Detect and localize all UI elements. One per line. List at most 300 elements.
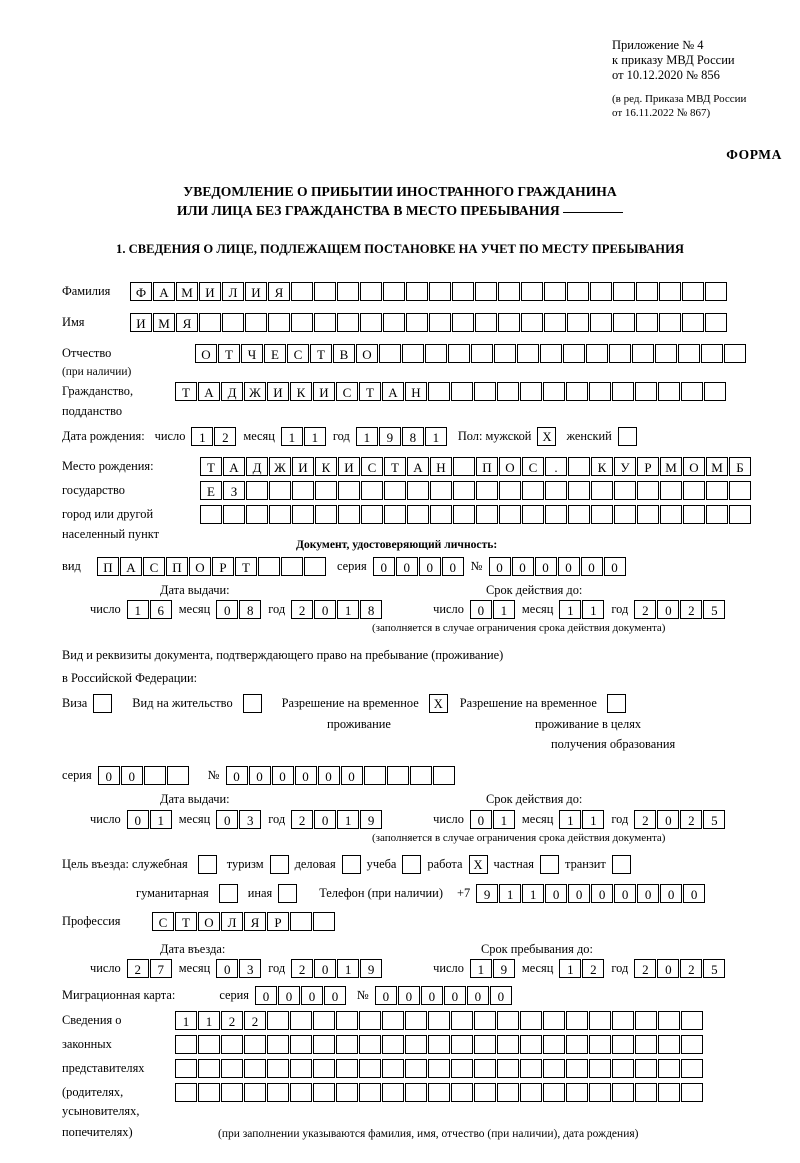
form-cell[interactable] (290, 1035, 312, 1054)
form-cell[interactable]: 0 (470, 600, 492, 619)
purpose-official-checkbox[interactable] (198, 855, 217, 874)
form-cell[interactable] (635, 1059, 657, 1078)
form-cell[interactable] (521, 313, 543, 332)
form-cell[interactable]: И (292, 457, 314, 476)
form-cell[interactable] (244, 1059, 266, 1078)
form-cell[interactable]: 0 (375, 986, 397, 1005)
form-cell[interactable] (246, 481, 268, 500)
entry-year-cells[interactable] (291, 959, 383, 978)
form-cell[interactable] (586, 344, 608, 363)
form-cell[interactable]: 0 (314, 600, 336, 619)
form-cell[interactable]: 0 (121, 766, 143, 785)
form-cell[interactable] (590, 313, 612, 332)
form-cell[interactable] (405, 1035, 427, 1054)
form-cell[interactable] (428, 382, 450, 401)
form-cell[interactable] (269, 505, 291, 524)
doc-issue-year-cells[interactable] (291, 600, 383, 619)
form-cell[interactable] (315, 505, 337, 524)
form-cell[interactable] (405, 1059, 427, 1078)
form-cell[interactable]: 1 (175, 1011, 197, 1030)
form-cell[interactable] (175, 1059, 197, 1078)
form-cell[interactable]: 0 (467, 986, 489, 1005)
form-cell[interactable]: 0 (581, 557, 603, 576)
form-cell[interactable]: 2 (582, 959, 604, 978)
form-cell[interactable] (360, 313, 382, 332)
form-cell[interactable]: К (315, 457, 337, 476)
form-cell[interactable] (658, 1035, 680, 1054)
form-cell[interactable] (612, 1059, 634, 1078)
name-cells[interactable] (130, 313, 728, 332)
form-cell[interactable] (315, 481, 337, 500)
form-cell[interactable] (222, 313, 244, 332)
form-cell[interactable]: И (245, 282, 267, 301)
form-cell[interactable] (498, 313, 520, 332)
form-cell[interactable] (701, 344, 723, 363)
form-cell[interactable]: Т (175, 382, 197, 401)
form-cell[interactable]: 8 (402, 427, 424, 446)
form-cell[interactable] (267, 1011, 289, 1030)
form-cell[interactable] (543, 1011, 565, 1030)
form-cell[interactable]: 5 (703, 959, 725, 978)
form-cell[interactable] (612, 382, 634, 401)
form-cell[interactable]: 0 (512, 557, 534, 576)
form-cell[interactable] (290, 912, 312, 931)
form-cell[interactable] (705, 282, 727, 301)
form-cell[interactable] (313, 1083, 335, 1102)
form-cell[interactable]: 1 (337, 600, 359, 619)
form-cell[interactable]: И (338, 457, 360, 476)
form-cell[interactable]: 1 (493, 810, 515, 829)
form-cell[interactable] (429, 313, 451, 332)
form-cell[interactable] (223, 505, 245, 524)
form-cell[interactable]: 0 (216, 600, 238, 619)
form-cell[interactable] (660, 505, 682, 524)
form-cell[interactable]: О (198, 912, 220, 931)
form-cell[interactable] (429, 282, 451, 301)
form-cell[interactable] (705, 313, 727, 332)
purpose-work-checkbox[interactable]: Х (469, 855, 488, 874)
form-cell[interactable]: 0 (314, 810, 336, 829)
doc-kind-cells[interactable] (97, 557, 327, 576)
form-cell[interactable]: П (476, 457, 498, 476)
form-cell[interactable]: 1 (281, 427, 303, 446)
form-cell[interactable] (655, 344, 677, 363)
form-cell[interactable]: 2 (244, 1011, 266, 1030)
form-cell[interactable]: 9 (360, 959, 382, 978)
form-cell[interactable]: 0 (637, 884, 659, 903)
birth-year-cells[interactable] (356, 427, 448, 446)
stay-series-cells[interactable] (98, 766, 190, 785)
form-cell[interactable]: М (153, 313, 175, 332)
form-cell[interactable]: О (683, 457, 705, 476)
form-cell[interactable] (244, 1083, 266, 1102)
form-cell[interactable]: 0 (249, 766, 271, 785)
form-cell[interactable]: 2 (634, 600, 656, 619)
form-cell[interactable]: 2 (634, 810, 656, 829)
form-cell[interactable] (568, 481, 590, 500)
form-cell[interactable] (497, 1083, 519, 1102)
form-cell[interactable] (175, 1083, 197, 1102)
form-cell[interactable] (568, 457, 590, 476)
form-cell[interactable] (336, 1035, 358, 1054)
form-cell[interactable]: Л (222, 282, 244, 301)
stay-valid-year-cells[interactable] (634, 810, 726, 829)
form-cell[interactable] (589, 1083, 611, 1102)
form-cell[interactable]: 2 (291, 959, 313, 978)
form-cell[interactable] (543, 1083, 565, 1102)
form-cell[interactable] (544, 282, 566, 301)
form-cell[interactable]: 2 (221, 1011, 243, 1030)
form-cell[interactable]: 5 (703, 810, 725, 829)
form-cell[interactable] (660, 481, 682, 500)
form-cell[interactable] (384, 481, 406, 500)
form-cell[interactable] (221, 1083, 243, 1102)
form-cell[interactable] (590, 282, 612, 301)
form-cell[interactable] (637, 481, 659, 500)
stay-issue-day-cells[interactable] (127, 810, 173, 829)
form-cell[interactable]: И (267, 382, 289, 401)
form-cell[interactable] (520, 1011, 542, 1030)
form-cell[interactable]: К (290, 382, 312, 401)
form-cell[interactable]: 2 (291, 810, 313, 829)
form-cell[interactable]: 0 (98, 766, 120, 785)
form-cell[interactable] (635, 1083, 657, 1102)
form-cell[interactable]: 1 (493, 600, 515, 619)
form-cell[interactable] (453, 481, 475, 500)
form-cell[interactable] (724, 344, 746, 363)
form-cell[interactable] (313, 1035, 335, 1054)
form-cell[interactable]: 1 (356, 427, 378, 446)
form-cell[interactable] (430, 481, 452, 500)
form-cell[interactable] (499, 481, 521, 500)
form-cell[interactable]: К (591, 457, 613, 476)
form-cell[interactable] (681, 1011, 703, 1030)
form-cell[interactable] (428, 1083, 450, 1102)
form-cell[interactable] (636, 313, 658, 332)
doc-series-cells[interactable] (373, 557, 465, 576)
form-cell[interactable]: А (407, 457, 429, 476)
form-cell[interactable] (540, 344, 562, 363)
form-cell[interactable] (520, 1035, 542, 1054)
form-cell[interactable] (729, 481, 751, 500)
form-cell[interactable]: П (97, 557, 119, 576)
form-cell[interactable] (497, 1035, 519, 1054)
form-cell[interactable]: 2 (680, 810, 702, 829)
form-cell[interactable] (407, 505, 429, 524)
form-cell[interactable] (612, 1035, 634, 1054)
form-cell[interactable]: Е (200, 481, 222, 500)
form-cell[interactable]: 0 (127, 810, 149, 829)
form-cell[interactable] (383, 282, 405, 301)
form-cell[interactable] (681, 1083, 703, 1102)
form-cell[interactable] (451, 382, 473, 401)
form-cell[interactable]: 0 (545, 884, 567, 903)
form-cell[interactable]: О (195, 344, 217, 363)
form-cell[interactable]: 0 (318, 766, 340, 785)
form-cell[interactable] (659, 282, 681, 301)
stay-month-cells[interactable] (559, 959, 605, 978)
form-cell[interactable]: Д (221, 382, 243, 401)
form-cell[interactable] (452, 282, 474, 301)
form-cell[interactable] (613, 282, 635, 301)
form-cell[interactable] (246, 505, 268, 524)
form-cell[interactable]: Л (221, 912, 243, 931)
form-cell[interactable] (359, 1035, 381, 1054)
form-cell[interactable] (522, 505, 544, 524)
form-cell[interactable] (304, 557, 326, 576)
form-cell[interactable] (589, 1035, 611, 1054)
form-cell[interactable]: 1 (127, 600, 149, 619)
form-cell[interactable] (497, 1059, 519, 1078)
form-cell[interactable]: М (706, 457, 728, 476)
form-cell[interactable]: 0 (591, 884, 613, 903)
form-cell[interactable] (336, 1011, 358, 1030)
form-cell[interactable]: З (223, 481, 245, 500)
form-cell[interactable] (520, 382, 542, 401)
form-cell[interactable]: О (189, 557, 211, 576)
form-cell[interactable] (658, 1059, 680, 1078)
form-cell[interactable]: 0 (604, 557, 626, 576)
form-cell[interactable]: А (120, 557, 142, 576)
form-cell[interactable] (614, 481, 636, 500)
patronymic-cells[interactable] (195, 344, 747, 363)
form-cell[interactable] (522, 481, 544, 500)
citizenship-cells[interactable] (175, 382, 727, 401)
form-cell[interactable]: 0 (421, 986, 443, 1005)
form-cell[interactable]: М (660, 457, 682, 476)
form-cell[interactable] (313, 1059, 335, 1078)
form-cell[interactable] (448, 344, 470, 363)
visa-checkbox[interactable] (93, 694, 112, 713)
form-cell[interactable]: Т (200, 457, 222, 476)
stay-valid-month-cells[interactable] (559, 810, 605, 829)
form-cell[interactable] (476, 505, 498, 524)
form-cell[interactable]: 0 (657, 959, 679, 978)
form-cell[interactable] (681, 1059, 703, 1078)
sex-male-checkbox[interactable]: Х (537, 427, 556, 446)
form-cell[interactable]: 1 (499, 884, 521, 903)
form-cell[interactable]: 0 (278, 986, 300, 1005)
legal-rep-row2-cells[interactable] (175, 1035, 704, 1054)
form-cell[interactable] (544, 313, 566, 332)
form-cell[interactable]: М (176, 282, 198, 301)
form-cell[interactable] (566, 1035, 588, 1054)
form-cell[interactable] (566, 1059, 588, 1078)
form-cell[interactable]: 2 (680, 600, 702, 619)
form-cell[interactable] (379, 344, 401, 363)
phone-cells[interactable] (476, 884, 706, 903)
form-cell[interactable] (314, 282, 336, 301)
form-cell[interactable] (566, 1011, 588, 1030)
form-cell[interactable] (361, 505, 383, 524)
purpose-other-checkbox[interactable] (278, 884, 297, 903)
form-cell[interactable]: И (130, 313, 152, 332)
birth-place-row3-cells[interactable] (200, 505, 752, 524)
entry-day-cells[interactable] (127, 959, 173, 978)
form-cell[interactable] (428, 1059, 450, 1078)
form-cell[interactable] (613, 313, 635, 332)
form-cell[interactable] (338, 481, 360, 500)
form-cell[interactable] (384, 505, 406, 524)
purpose-business-checkbox[interactable] (342, 855, 361, 874)
form-cell[interactable] (199, 313, 221, 332)
form-cell[interactable]: 8 (360, 600, 382, 619)
form-cell[interactable] (637, 505, 659, 524)
form-cell[interactable] (425, 344, 447, 363)
form-cell[interactable] (221, 1035, 243, 1054)
form-cell[interactable] (681, 382, 703, 401)
form-cell[interactable]: 5 (703, 600, 725, 619)
form-cell[interactable] (494, 344, 516, 363)
form-cell[interactable]: 0 (272, 766, 294, 785)
form-cell[interactable] (200, 505, 222, 524)
form-cell[interactable]: 0 (683, 884, 705, 903)
form-cell[interactable]: А (223, 457, 245, 476)
form-cell[interactable]: 9 (360, 810, 382, 829)
stay-number-cells[interactable] (226, 766, 456, 785)
form-cell[interactable] (520, 1059, 542, 1078)
purpose-humanitarian-checkbox[interactable] (219, 884, 238, 903)
form-cell[interactable] (451, 1083, 473, 1102)
form-cell[interactable]: С (361, 457, 383, 476)
form-cell[interactable]: У (614, 457, 636, 476)
form-cell[interactable] (683, 481, 705, 500)
form-cell[interactable] (636, 282, 658, 301)
form-cell[interactable]: О (499, 457, 521, 476)
form-cell[interactable] (517, 344, 539, 363)
form-cell[interactable] (359, 1083, 381, 1102)
form-cell[interactable] (591, 505, 613, 524)
form-cell[interactable]: 0 (419, 557, 441, 576)
form-cell[interactable]: 7 (150, 959, 172, 978)
form-cell[interactable]: 2 (680, 959, 702, 978)
form-cell[interactable] (451, 1011, 473, 1030)
form-cell[interactable]: А (153, 282, 175, 301)
form-cell[interactable] (567, 282, 589, 301)
form-cell[interactable] (545, 505, 567, 524)
form-cell[interactable] (658, 1083, 680, 1102)
form-cell[interactable] (382, 1059, 404, 1078)
form-cell[interactable]: 0 (614, 884, 636, 903)
form-cell[interactable] (290, 1011, 312, 1030)
form-cell[interactable] (497, 1011, 519, 1030)
stay-day-cells[interactable] (470, 959, 516, 978)
form-cell[interactable] (387, 766, 409, 785)
form-cell[interactable]: 0 (660, 884, 682, 903)
form-cell[interactable]: 1 (582, 600, 604, 619)
form-cell[interactable] (382, 1035, 404, 1054)
edu-residence-checkbox[interactable] (607, 694, 626, 713)
form-cell[interactable]: 0 (396, 557, 418, 576)
form-cell[interactable]: 0 (398, 986, 420, 1005)
form-cell[interactable] (410, 766, 432, 785)
form-cell[interactable] (453, 457, 475, 476)
form-cell[interactable]: С (152, 912, 174, 931)
form-cell[interactable]: 1 (425, 427, 447, 446)
form-cell[interactable] (290, 1083, 312, 1102)
form-cell[interactable] (704, 382, 726, 401)
form-cell[interactable] (612, 1011, 634, 1030)
form-cell[interactable] (406, 282, 428, 301)
form-cell[interactable]: 9 (493, 959, 515, 978)
form-cell[interactable] (498, 282, 520, 301)
form-cell[interactable] (360, 282, 382, 301)
form-cell[interactable] (364, 766, 386, 785)
form-cell[interactable]: Т (384, 457, 406, 476)
form-cell[interactable] (451, 1035, 473, 1054)
form-cell[interactable]: 0 (226, 766, 248, 785)
form-cell[interactable]: 6 (150, 600, 172, 619)
form-cell[interactable] (681, 1035, 703, 1054)
form-cell[interactable] (520, 1083, 542, 1102)
migration-series-cells[interactable] (255, 986, 347, 1005)
form-cell[interactable] (314, 313, 336, 332)
form-cell[interactable] (567, 313, 589, 332)
form-cell[interactable] (267, 1059, 289, 1078)
form-cell[interactable] (313, 912, 335, 931)
surname-cells[interactable] (130, 282, 728, 301)
sex-female-checkbox[interactable] (618, 427, 637, 446)
form-cell[interactable] (566, 382, 588, 401)
form-cell[interactable]: Р (637, 457, 659, 476)
form-cell[interactable]: С (287, 344, 309, 363)
form-cell[interactable] (198, 1059, 220, 1078)
form-cell[interactable]: 1 (198, 1011, 220, 1030)
form-cell[interactable]: 1 (559, 959, 581, 978)
form-cell[interactable]: Я (176, 313, 198, 332)
form-cell[interactable]: 0 (568, 884, 590, 903)
form-cell[interactable]: 3 (239, 810, 261, 829)
form-cell[interactable] (658, 1011, 680, 1030)
form-cell[interactable]: Ж (244, 382, 266, 401)
form-cell[interactable] (682, 282, 704, 301)
form-cell[interactable] (382, 1011, 404, 1030)
form-cell[interactable] (405, 1011, 427, 1030)
form-cell[interactable] (337, 313, 359, 332)
form-cell[interactable]: . (545, 457, 567, 476)
legal-rep-row4-cells[interactable] (175, 1083, 704, 1102)
form-cell[interactable]: 0 (301, 986, 323, 1005)
profession-cells[interactable] (152, 912, 336, 931)
form-cell[interactable]: Т (359, 382, 381, 401)
form-cell[interactable]: 1 (582, 810, 604, 829)
form-cell[interactable]: 2 (214, 427, 236, 446)
form-cell[interactable]: 1 (304, 427, 326, 446)
form-cell[interactable]: 0 (373, 557, 395, 576)
doc-valid-year-cells[interactable] (634, 600, 726, 619)
form-cell[interactable] (635, 1011, 657, 1030)
form-cell[interactable]: С (143, 557, 165, 576)
form-cell[interactable] (683, 505, 705, 524)
form-cell[interactable] (589, 1059, 611, 1078)
doc-valid-month-cells[interactable] (559, 600, 605, 619)
form-cell[interactable]: Т (235, 557, 257, 576)
stay-issue-month-cells[interactable] (216, 810, 262, 829)
form-cell[interactable]: 0 (216, 810, 238, 829)
form-cell[interactable]: 0 (341, 766, 363, 785)
form-cell[interactable] (682, 313, 704, 332)
doc-valid-day-cells[interactable] (470, 600, 516, 619)
form-cell[interactable] (729, 505, 751, 524)
form-cell[interactable]: 0 (489, 557, 511, 576)
form-cell[interactable] (267, 1035, 289, 1054)
form-cell[interactable] (244, 1035, 266, 1054)
form-cell[interactable] (521, 282, 543, 301)
form-cell[interactable] (476, 481, 498, 500)
form-cell[interactable] (359, 1059, 381, 1078)
purpose-private-checkbox[interactable] (540, 855, 559, 874)
doc-issue-day-cells[interactable] (127, 600, 173, 619)
